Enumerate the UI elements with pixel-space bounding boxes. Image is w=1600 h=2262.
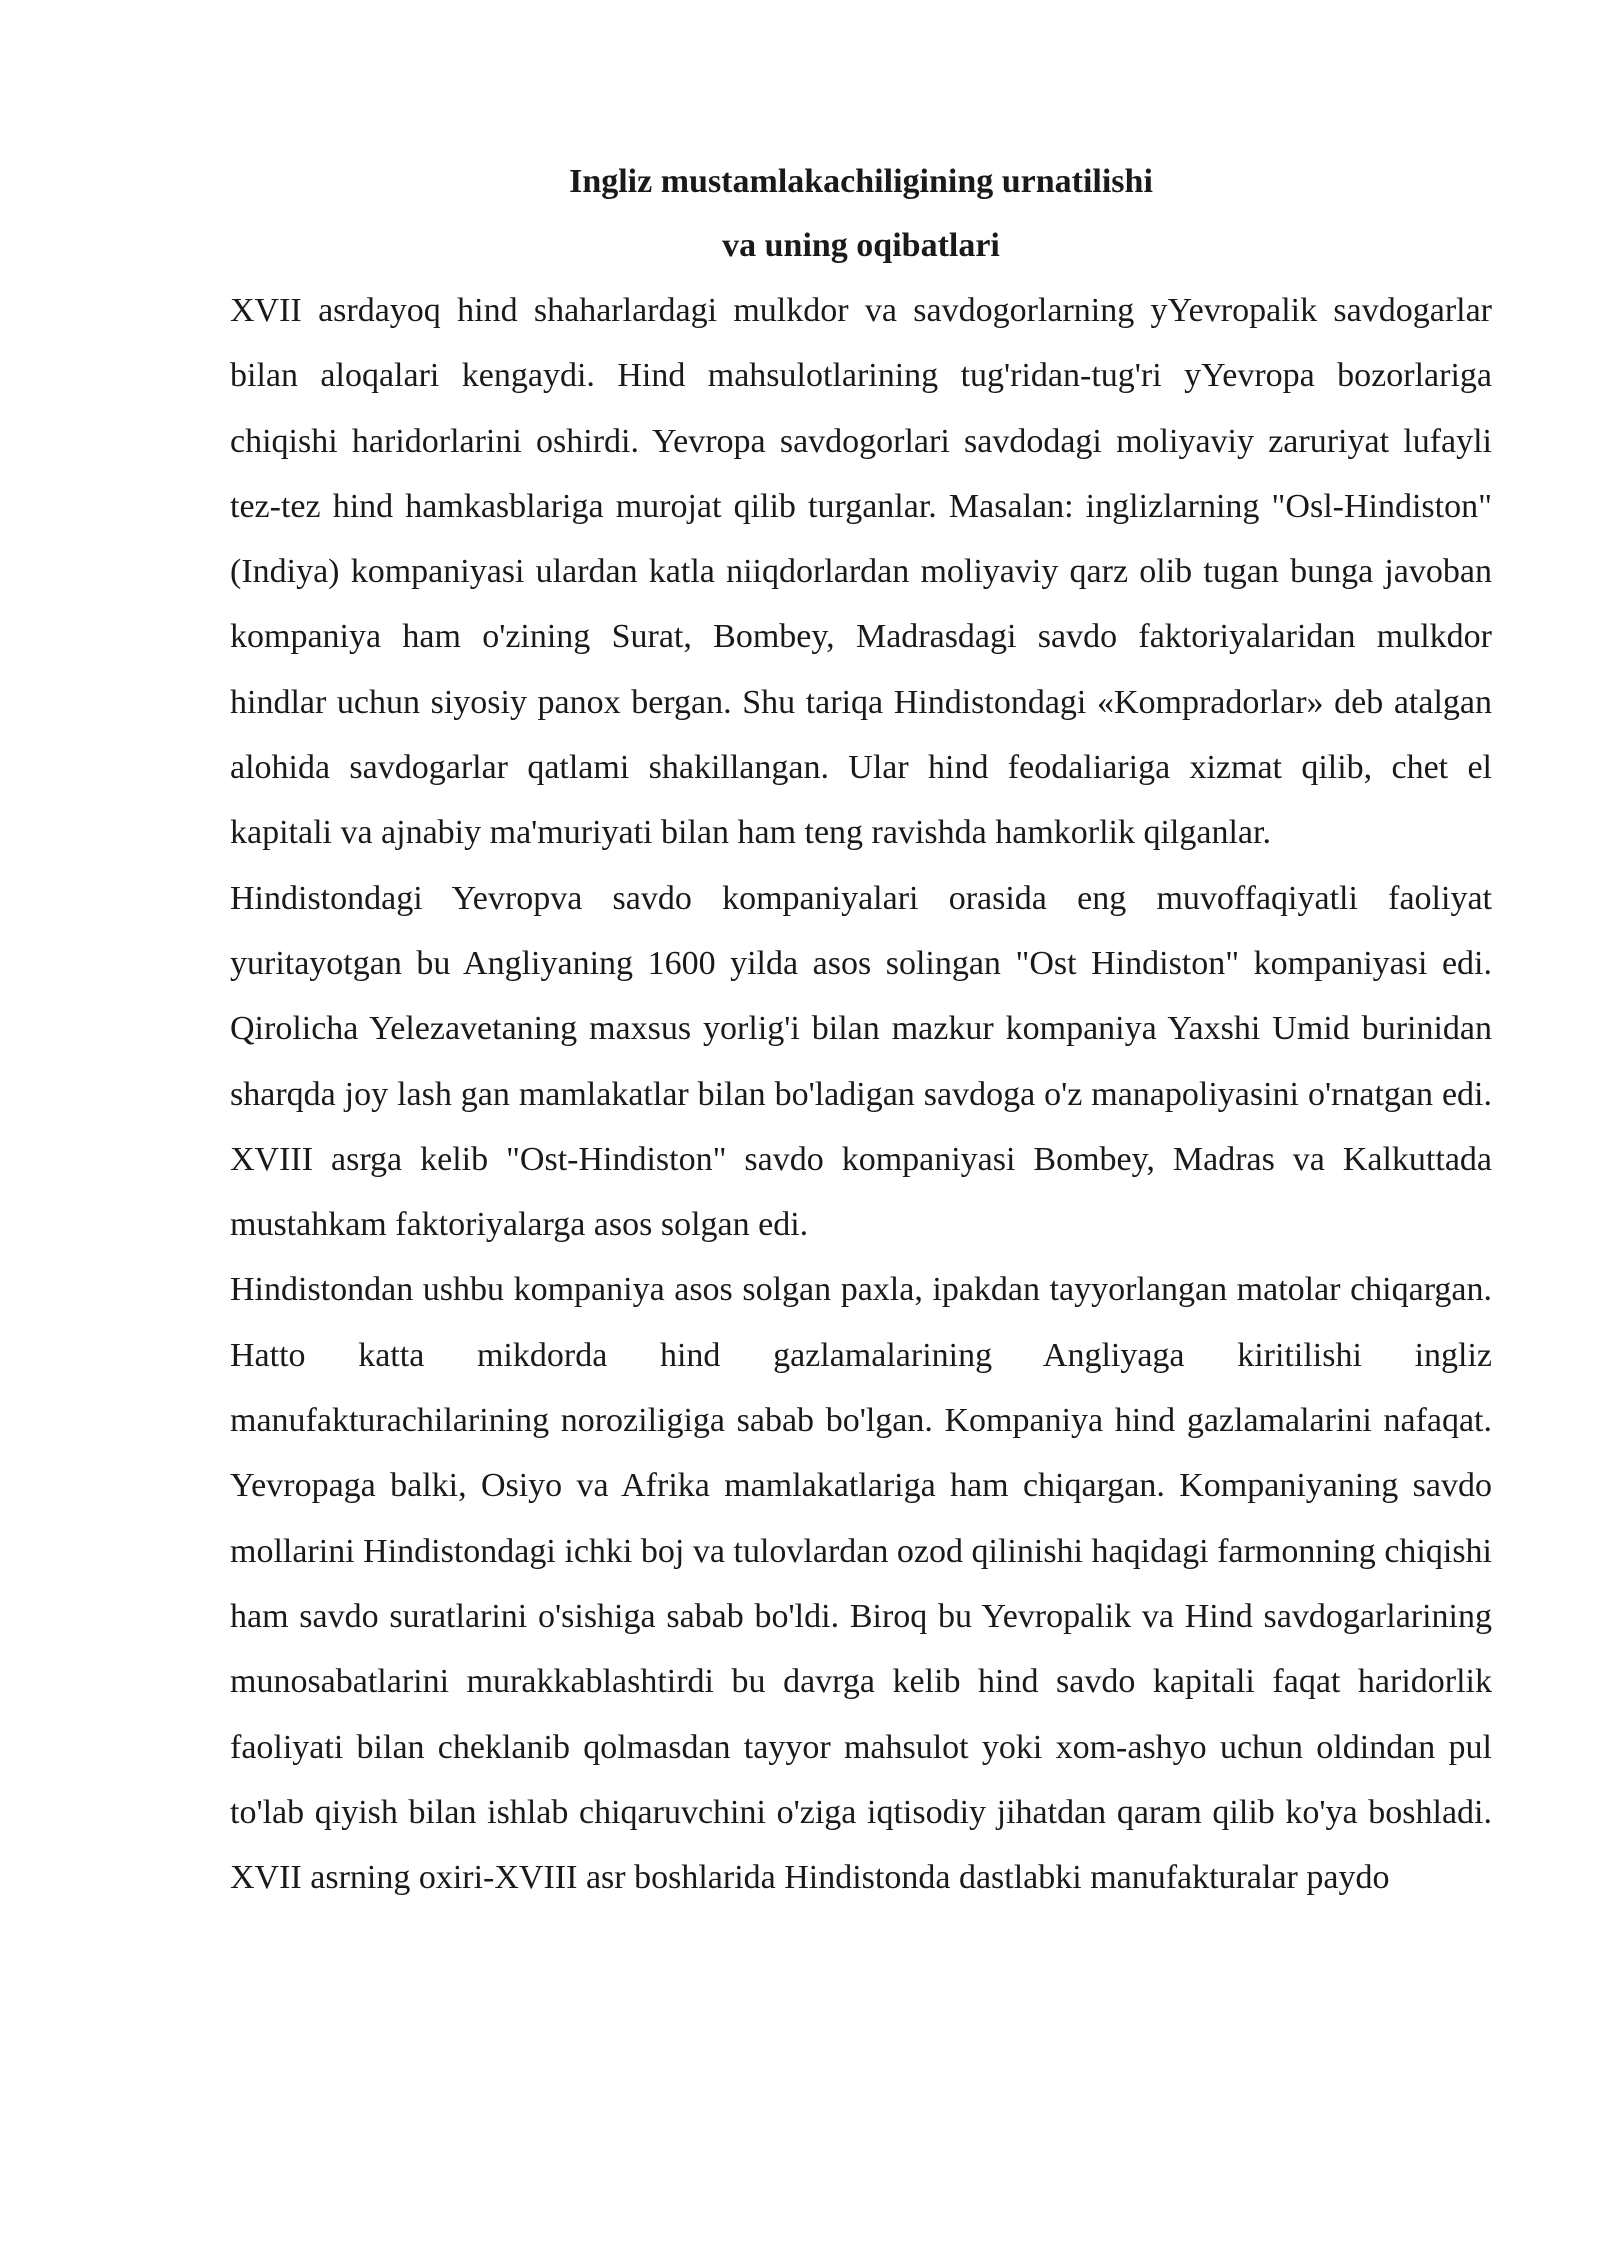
paragraph-2: Hindistondagi Yevropva savdo kompaniyalari orasida eng muvoffaqiyatli faoliyat yuritayotgan bu Angliyaning 1600 yilda asos solingan "Ost Hindiston" kompaniyasi edi. Qirolicha Yelezavetaning maxsus yorlig'i bilan mazkur kompaniya Yaxshi Umid burinidan sharqda joy lash gan mamlakatlar bilan bo'ladigan savdoga o'z manapoliyasini o'rnatgan edi. XVIII asrga kelib "Ost-Hindiston" savdo kompaniyasi Bombey, Madras va Kalkuttada mustahkam faktoriyalarga asos solgan edi. <box>230 879 1492 1244</box>
document-page <box>230 150 1492 1910</box>
paragraph-1: XVII asrdayoq hind shaharlardagi mulkdor va savdogorlarning yYevropalik savdogarlar bilan aloqalari kengaydi. Hind mahsulotlarining tug'ridan-tug'ri yYevropa bozorlariga chiqishi haridorlarini oshirdi. Yevropa savdogorlari savdodagi moliyaviy zaruriyat lufayli tez-tez hind hamkasblariga murojat qilib turganlar. Masalan: inglizlarning "Osl-Hindiston" (Indiya) kompaniyasi ulardan katla niiqdorlardan moliyaviy qarz olib tugan bunga javoban kompaniya ham o'zining Surat, Bombey, Madrasdagi savdo faktoriyalaridan mulkdor hindlar uchun siyosiy panox bergan. Shu tariqa Hindistondagi «Kompradorlar» deb atalgan alohida savdogarlar qatlami shakillangan. Ular hind feodaliariga xizmat qilib, chet el kapitali va ajnabiy ma'muriyati bilan ham teng ravishda hamkorlik qilganlar. <box>230 292 1492 852</box>
paragraph-3: Hindistondan ushbu kompaniya asos solgan paxla, ipakdan tayyorlangan matolar chiqargan. Hatto katta mikdorda hind gazlamalarining Angliyaga kiritilishi ingliz manufakturachilarining noroziligiga sabab bo'lgan. Kompaniya hind gazlamalarini nafaqat. Yevropaga balki, Osiyo va Afrika mamlakatlariga ham chiqargan. Kompaniyaning savdo mollarini Hindistondagi ichki boj va tulovlardan ozod qilinishi haqidagi farmonning chiqishi ham savdo suratlarini o'sishiga sabab bo'ldi. Biroq bu Yevropalik va Hind savdogarlarining munosabatlarini murakkablashtirdi bu davrga kelib hind savdo kapitali faqat haridorlik faoliyati bilan cheklanib qolmasdan tayyor mahsulot yoki xom-ashyo uchun oldindan pul to'lab qiyish bilan ishlab chiqaruvchini o'ziga iqtisodiy jihatdan qaram qilib ko'ya boshladi. XVII asrning oxiri-XVIII asr boshlarida Hindistonda dastlabki manufakturalar paydo <box>230 1271 1492 1897</box>
document-title-line-1: Ingliz mustamlakachiligining urnatilishi <box>569 163 1153 200</box>
document-title-line-2: va uning oqibatlari <box>722 227 1000 264</box>
